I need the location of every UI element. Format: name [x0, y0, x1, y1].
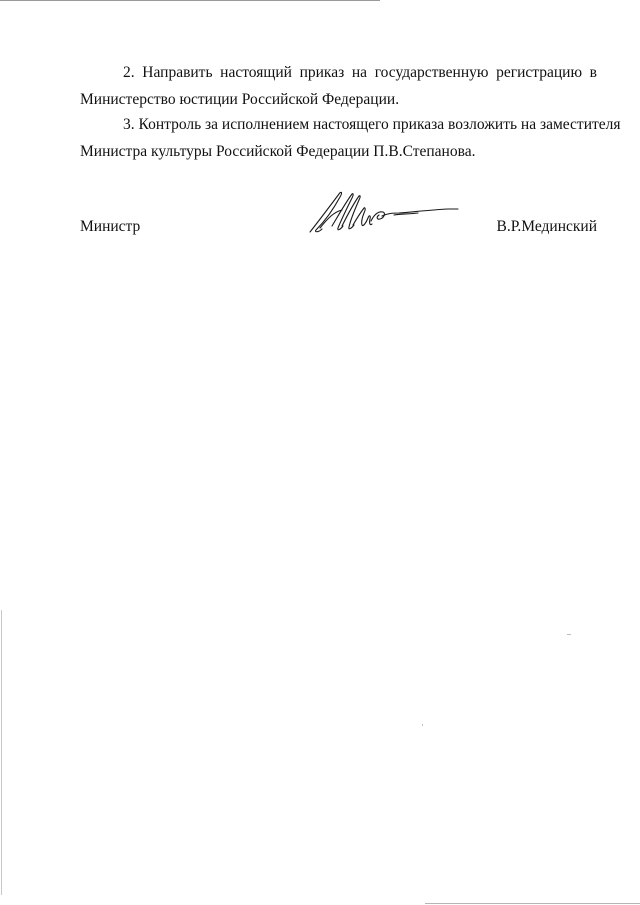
scan-edge-top [0, 0, 380, 1]
paragraph-registration-line-2: Министерство юстиции Российской Федерации. [80, 91, 400, 108]
scan-edge-left [1, 610, 2, 895]
scan-edge-bottom [425, 903, 640, 904]
handwritten-signature-icon [306, 188, 462, 238]
scan-speck [422, 724, 423, 726]
signatory-position: Министр [80, 218, 141, 235]
paragraph-control [80, 111, 621, 165]
paragraph-control-line-2: Министра культуры Российской Федерации П.В.Степанова. [80, 143, 476, 160]
scan-speck [567, 634, 571, 635]
paragraph-registration [80, 59, 597, 113]
paragraph-control-line-1: 3. Контроль за исполнением настоящего приказа возложить на заместителя [123, 116, 621, 133]
signatory-name: В.Р.Мединский [496, 218, 597, 235]
paragraph-registration-line-1: 2. Направить настоящий приказ на государственную регистрацию в [123, 64, 597, 81]
